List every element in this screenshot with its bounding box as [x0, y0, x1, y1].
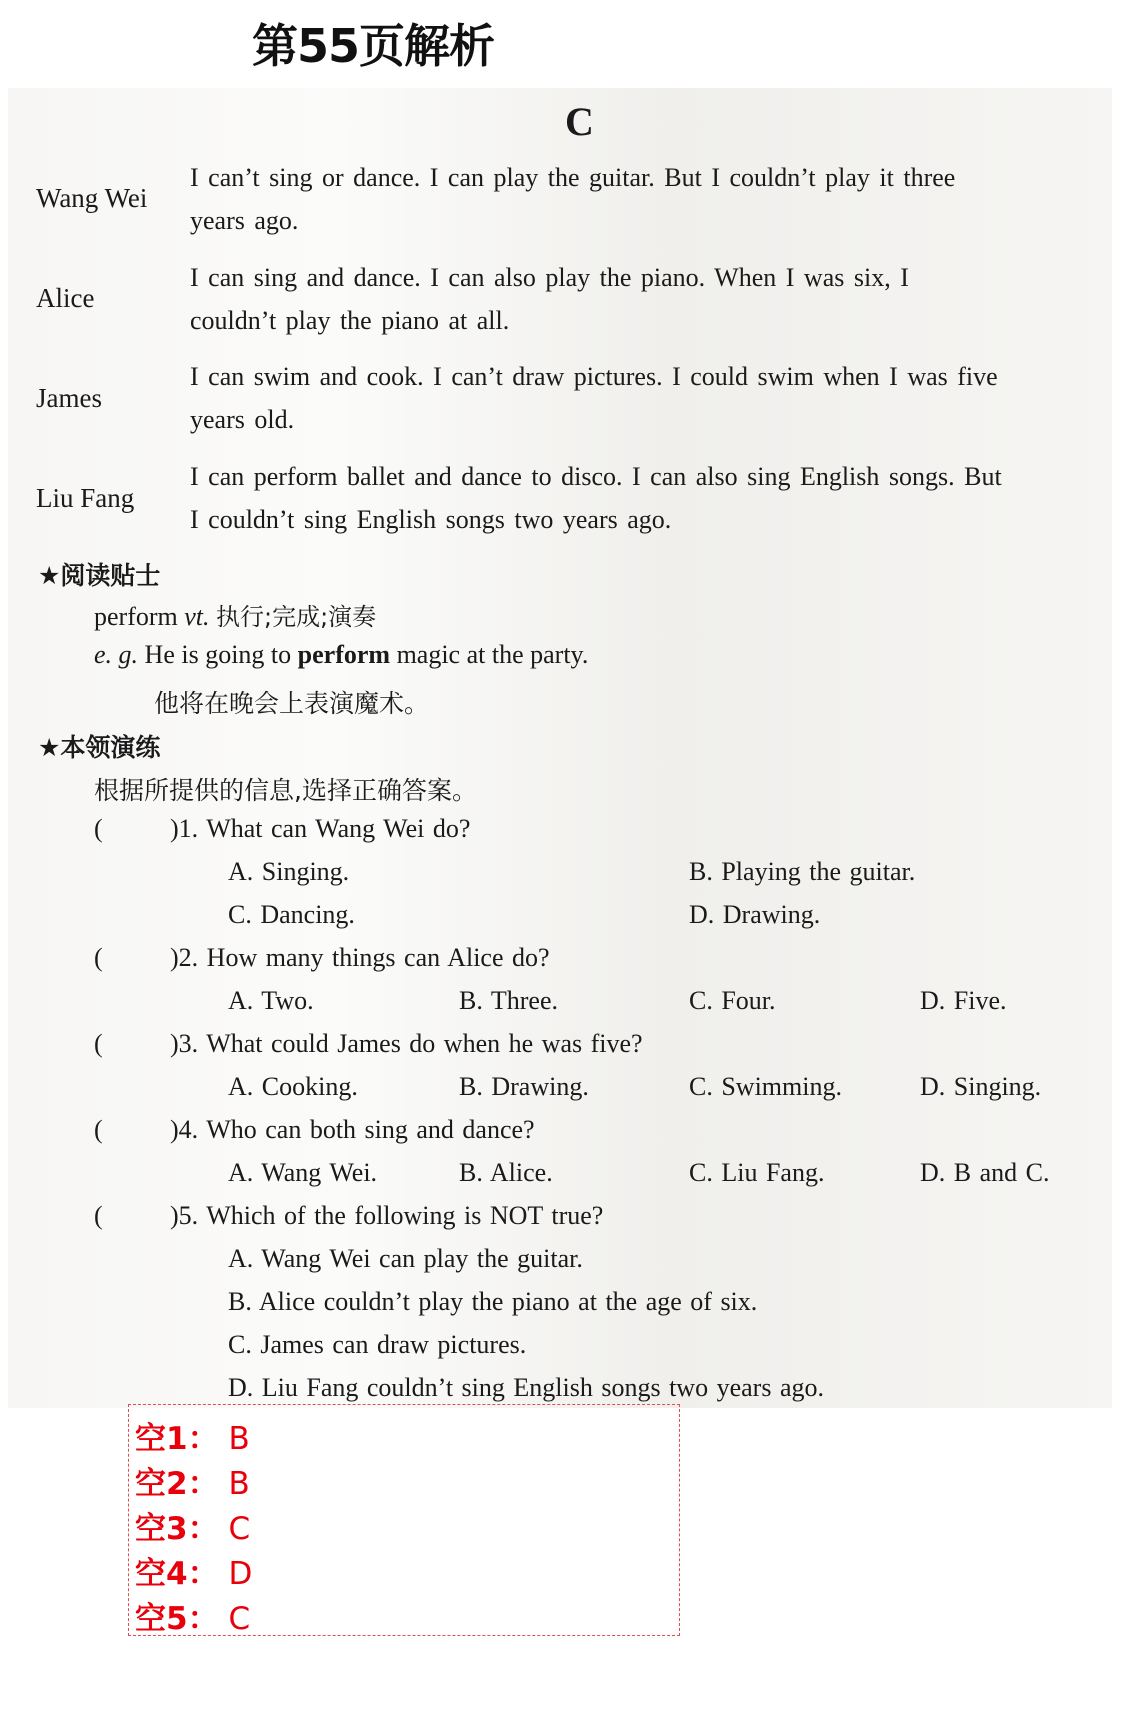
option: A. Singing. — [228, 857, 350, 886]
speech-line: I couldn’t sing English songs two years ago. — [190, 505, 672, 534]
speaker-name-james: James — [36, 383, 102, 413]
question-1 — [170, 814, 470, 844]
option: B. Playing the guitar. — [689, 857, 916, 886]
tip-translation: 他将在晚会上表演魔术。 — [154, 689, 430, 718]
question-number: )4. — [170, 1115, 199, 1144]
answer-paren: ( — [94, 1115, 103, 1144]
question-text: What can Wang Wei do? — [206, 814, 471, 843]
option: A. Wang Wei can play the guitar. — [228, 1244, 583, 1273]
speech-liu-fang — [190, 455, 1068, 541]
tip-meaning: 执行;完成;演奏 — [216, 603, 377, 631]
question-number: )3. — [170, 1029, 199, 1058]
tip-example-before: He is going to — [144, 640, 298, 669]
speech-line: years ago. — [190, 206, 299, 235]
question-text: How many things can Alice do? — [206, 943, 550, 972]
speaker-name-liu-fang: Liu Fang — [36, 483, 135, 513]
option: D. Five. — [920, 986, 1007, 1015]
option: D. Liu Fang couldn’t sing English songs two years ago. — [228, 1373, 824, 1402]
option: C. Swimming. — [689, 1072, 842, 1101]
tip-definition — [94, 597, 376, 632]
speaker-name-alice: Alice — [36, 283, 95, 313]
option: B. Alice. — [459, 1158, 553, 1187]
tip-example-prefix: e. g. — [94, 640, 139, 669]
answer-box — [128, 1404, 680, 1636]
option: C. Four. — [689, 986, 776, 1015]
option: A. Two. — [228, 986, 314, 1015]
option: D. Drawing. — [689, 900, 821, 929]
option: C. Liu Fang. — [689, 1158, 825, 1187]
tip-example — [94, 640, 588, 670]
option: B. Drawing. — [459, 1072, 589, 1101]
answer-value: B — [228, 1466, 250, 1502]
speech-line: years old. — [190, 405, 295, 434]
option: B. Alice couldn’t play the piano at the age of six. — [228, 1287, 758, 1316]
answer-label: 空5： — [135, 1601, 219, 1637]
practice-instruction: 根据所提供的信息,选择正确答案。 — [94, 776, 477, 805]
answer-value: D — [228, 1556, 253, 1592]
speech-line: I can perform ballet and dance to disco. I can also sing English songs. But — [190, 462, 1002, 491]
option: B. Three. — [459, 986, 558, 1015]
tip-word: perform — [94, 602, 178, 631]
answer-label: 空3： — [135, 1511, 219, 1547]
reading-tip-title: ★阅读贴士 — [38, 561, 161, 590]
answer-value: C — [228, 1601, 251, 1637]
option: C. James can draw pictures. — [228, 1330, 527, 1359]
answer-paren: ( — [94, 814, 103, 843]
speech-line: I can’t sing or dance. I can play the guitar. But I couldn’t play it three — [190, 163, 956, 192]
section-letter: C — [565, 99, 594, 144]
page-title: 第55页解析 — [252, 19, 495, 73]
speech-line: I can swim and cook. I can’t draw pictures. I could swim when I was five — [190, 362, 998, 391]
question-text: Who can both sing and dance? — [206, 1115, 535, 1144]
practice-title: ★本领演练 — [38, 733, 161, 762]
answer-label: 空4： — [135, 1556, 219, 1592]
speech-wang-wei — [190, 156, 1068, 242]
answer-paren: ( — [94, 1201, 103, 1230]
speaker-name-wang-wei: Wang Wei — [36, 183, 148, 213]
question-number: )1. — [170, 814, 199, 843]
answer-4 — [135, 1548, 252, 1593]
tip-pos: vt. — [184, 602, 210, 631]
question-number: )2. — [170, 943, 199, 972]
answer-3 — [135, 1503, 250, 1548]
answer-paren: ( — [94, 943, 103, 972]
tip-example-after: magic at the party. — [390, 640, 589, 669]
answer-1 — [135, 1413, 250, 1458]
answer-value: B — [228, 1421, 250, 1457]
option: A. Wang Wei. — [228, 1158, 378, 1187]
answer-label: 空2： — [135, 1466, 219, 1502]
speech-line: couldn’t play the piano at all. — [190, 306, 510, 335]
question-text: Which of the following is NOT true? — [206, 1201, 604, 1230]
answer-paren: ( — [94, 1029, 103, 1058]
answer-value: C — [228, 1511, 251, 1547]
question-3 — [170, 1029, 643, 1059]
speech-line: I can sing and dance. I can also play the piano. When I was six, I — [190, 263, 909, 292]
tip-example-bold: perform — [297, 640, 391, 669]
option: D. Singing. — [920, 1072, 1042, 1101]
speech-james — [190, 355, 1068, 441]
question-number: )5. — [170, 1201, 199, 1230]
speech-alice — [190, 256, 1068, 342]
question-4 — [170, 1115, 535, 1145]
answer-label: 空1： — [135, 1421, 219, 1457]
answer-5 — [135, 1593, 250, 1638]
option: C. Dancing. — [228, 900, 355, 929]
question-2 — [170, 943, 550, 973]
option: D. B and C. — [920, 1158, 1050, 1187]
answer-2 — [135, 1458, 250, 1503]
question-text: What could James do when he was five? — [206, 1029, 643, 1058]
option: A. Cooking. — [228, 1072, 358, 1101]
question-5 — [170, 1201, 603, 1231]
